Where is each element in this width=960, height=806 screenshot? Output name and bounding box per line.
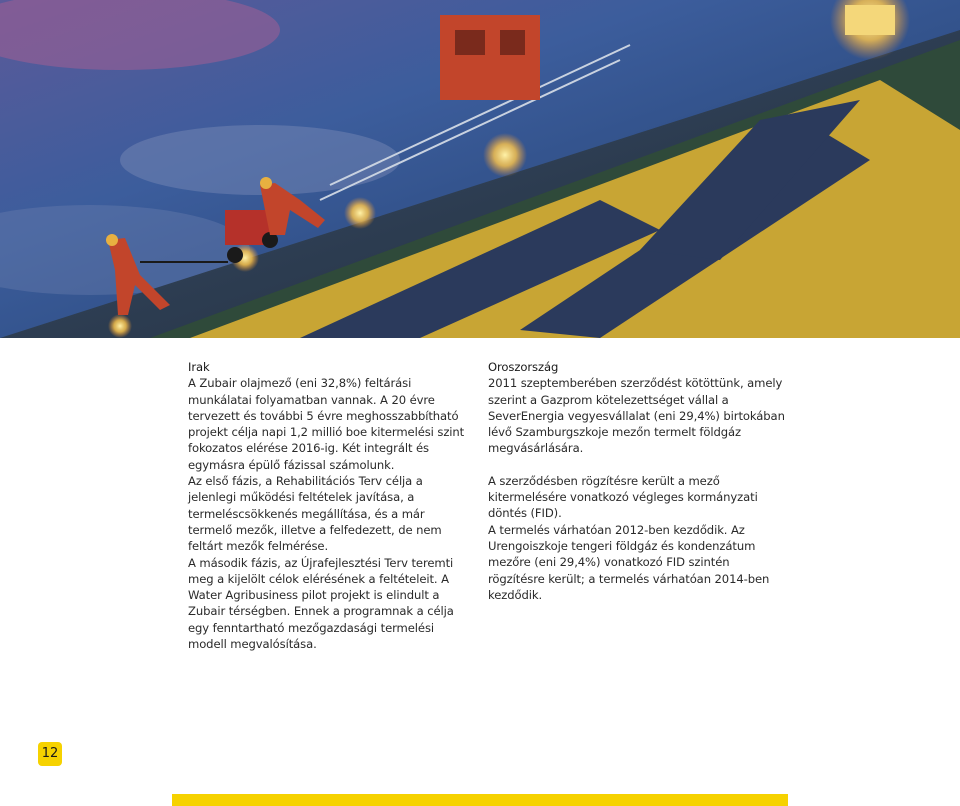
footer-bar — [172, 794, 788, 806]
russia-paragraph-3: A termelés várhatóan 2012-ben kezdődik. Az Urengoiszkoje tengeri földgáz és kondenzátum mezőre (eni 29,4%) vonatkozó FID szintén rögzítésre került; a termelés várhatóan 2014-ben kezdődik. — [488, 522, 770, 602]
russia-paragraph-1: 2011 szeptemberében szerződést kötöttünk, amely szerint a Gazprom kötelezettséget vállal a SeverEnergia vegyesvállalat (eni 29,4%) birtokában lévő Szamburgszkoje mezőn termelt földgáz megvásárlására. — [488, 376, 785, 456]
iraq-paragraph-2: Az első fázis, a Rehabilitációs Terv célja a jelenlegi működési feltételek javítása, a termeléscsökkenés megállítása, és a már termelő mezők, illetve a felfedezett, de nem feltárt mezők felmérése. — [188, 474, 442, 554]
russia-section — [488, 359, 788, 603]
photo-illustration — [0, 0, 960, 338]
iraq-section — [188, 359, 472, 652]
iraq-paragraph-3: A második fázis, az Újrafejlesztési Terv teremti meg a kijelölt célok elérésének a feltételeit. A Water Agribusiness pilot projekt is elindult a Zubair térségben. Ennek a programnak a célja egy fenntartható mezőgazdasági termelési modell megvalósítása. — [188, 555, 454, 652]
russia-paragraph-2: A szerződésben rögzítésre került a mező kitermelésére vonatkozó végleges kormányzati döntés (FID). — [488, 473, 758, 521]
page-number: 12 — [38, 742, 62, 766]
offshore-platform-photo — [0, 0, 960, 338]
iraq-paragraph-1: A Zubair olajmező (eni 32,8%) feltárási munkálatai folyamatban vannak. A 20 évre tervezett és további 5 évre meghosszabbítható projekt célja napi 1,2 millió boe kitermelési szint fokozatos elérése 2016-ig. Két integrált és egymásra épülő fázissal számolunk. — [188, 376, 465, 472]
iraq-heading: Irak — [188, 360, 210, 374]
russia-heading: Oroszország — [488, 360, 559, 374]
